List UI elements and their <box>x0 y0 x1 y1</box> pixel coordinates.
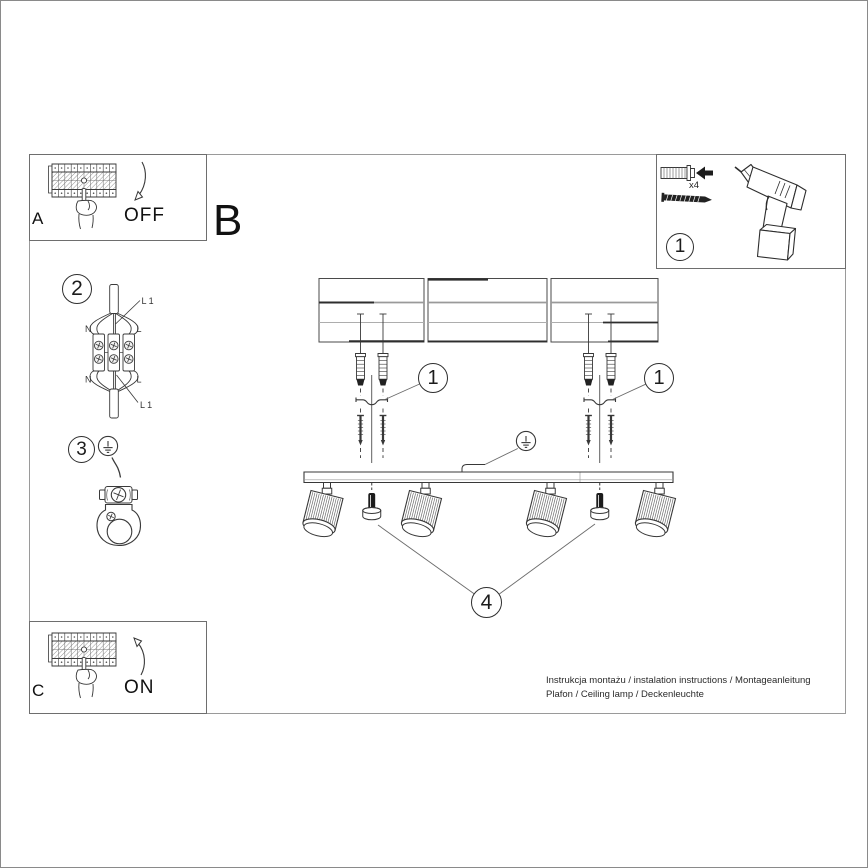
wire-label-l-bottom: L <box>136 374 142 385</box>
ground-symbol-main <box>462 431 536 472</box>
step-number: 1 <box>653 366 665 389</box>
power-off-label: OFF <box>124 205 165 226</box>
wire-label-l-top: L <box>136 324 142 334</box>
step-callout-1-left <box>418 363 448 393</box>
spotlight-4 <box>633 483 675 540</box>
step-callout-3 <box>68 436 95 463</box>
step-callout-4 <box>471 587 502 618</box>
wire-label-n-top: N <box>85 324 92 334</box>
ground-symbol-small <box>98 436 117 455</box>
parts-quantity-label: x4 <box>688 180 700 191</box>
step-number: 1 <box>427 366 439 389</box>
wire-label-l1-top: L 1 <box>141 296 154 306</box>
footer-line-2: Plafon / Ceiling lamp / Deckenleuchte <box>546 689 704 701</box>
ceiling-illustration <box>319 279 658 343</box>
spotlight-1 <box>301 483 343 540</box>
wire-label-n-bottom: N <box>85 374 92 385</box>
section-a-label: A <box>32 209 44 228</box>
ground-clamp-illustration <box>97 436 141 545</box>
anchor-and-screw-parts <box>661 166 713 205</box>
cap-screw-right <box>591 483 609 520</box>
step-number: 4 <box>480 590 493 614</box>
section-b-label: B <box>213 196 243 245</box>
spotlight-2 <box>399 483 441 540</box>
step-number: 1 <box>674 236 686 257</box>
step-callout-1-right <box>644 363 674 393</box>
cap-screw-left <box>363 483 381 520</box>
lamp-bar-illustration <box>304 472 673 483</box>
step-number: 3 <box>76 438 87 460</box>
drill-illustration <box>735 165 806 261</box>
step-callout-1-parts <box>666 233 694 261</box>
footer-line-1: Instrukcja montażu / instalation instructions / Montageanleitung <box>546 675 811 686</box>
terminal-block-illustration <box>85 285 154 419</box>
spotlight-3 <box>524 483 566 540</box>
step-callout-2 <box>62 274 92 304</box>
step-number: 2 <box>71 277 83 300</box>
diagram-artwork <box>1 1 868 868</box>
footer-text <box>546 674 811 703</box>
section-c-label: C <box>32 681 45 700</box>
power-on-label: ON <box>124 677 155 698</box>
wire-label-l1-bottom: L 1 <box>140 400 153 410</box>
